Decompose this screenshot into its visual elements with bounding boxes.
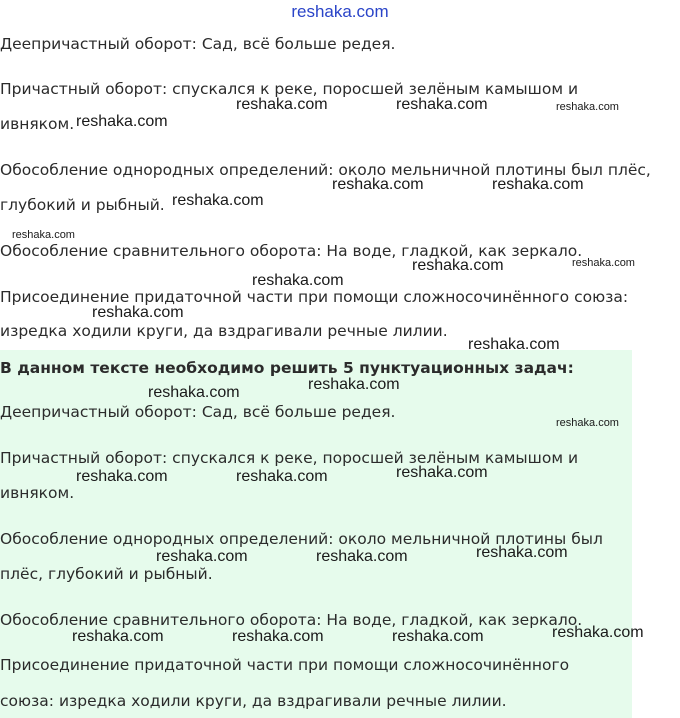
watermark: reshaka.com: [412, 257, 504, 274]
watermark: reshaka.com: [252, 272, 344, 289]
answer-line-5: плёс, глубокий и рыбный.: [0, 565, 213, 583]
intro-line-1: Деепричастный оборот: Сад, всё больше редея.: [0, 35, 396, 53]
intro-line-2: Причастный оборот: спускался к реке, поросшей зелёным камышом и: [0, 80, 579, 98]
intro-line-5: глубокий и рыбный.: [0, 196, 165, 214]
answer-line-3: ивняком.: [0, 484, 75, 502]
watermark: reshaka.com: [236, 468, 328, 485]
answer-line-4: Обособление однородных определений: около мельничной плотины был: [0, 530, 603, 548]
watermark: reshaka.com: [468, 336, 560, 353]
answer-line-1: Деепричастный оборот: Сад, всё больше редея.: [0, 403, 396, 421]
intro-line-8: изредка ходили круги, да вздрагивали речные лилии.: [0, 322, 448, 340]
site-logo[interactable]: reshaka.com: [291, 2, 389, 21]
watermark: reshaka.com: [12, 229, 75, 241]
watermark: reshaka.com: [236, 96, 328, 113]
watermark: reshaka.com: [76, 468, 168, 485]
watermark: reshaka.com: [476, 544, 568, 561]
answer-line-7: Присоединение придаточной части при помощи сложносочинённого: [0, 656, 570, 674]
watermark: reshaka.com: [556, 101, 619, 113]
watermark: reshaka.com: [308, 376, 400, 393]
intro-line-6: Обособление сравнительного оборота: На воде, гладкой, как зеркало.: [0, 242, 583, 260]
watermark: reshaka.com: [492, 176, 584, 193]
intro-line-3: ивняком.: [0, 115, 75, 133]
watermark: reshaka.com: [556, 417, 619, 429]
watermark: reshaka.com: [72, 628, 164, 645]
answer-heading: В данном тексте необходимо решить 5 пунктуационных задач:: [0, 359, 574, 377]
watermark: reshaka.com: [92, 304, 184, 321]
watermark: reshaka.com: [572, 257, 635, 269]
watermark: reshaka.com: [148, 384, 240, 401]
watermark: reshaka.com: [332, 176, 424, 193]
watermark: reshaka.com: [172, 192, 264, 209]
watermark: reshaka.com: [232, 628, 324, 645]
answer-line-6: Обособление сравнительного оборота: На воде, гладкой, как зеркало.: [0, 611, 583, 629]
watermark: reshaka.com: [392, 628, 484, 645]
intro-line-4: Обособление однородных определений: около мельничной плотины был плёс,: [0, 161, 651, 179]
intro-line-7: Присоединение придаточной части при помощи сложносочинённого союза:: [0, 288, 629, 306]
answer-line-2: Причастный оборот: спускался к реке, поросшей зелёным камышом и: [0, 449, 579, 467]
watermark: reshaka.com: [76, 113, 168, 130]
watermark: reshaka.com: [552, 624, 644, 641]
watermark: reshaka.com: [396, 464, 488, 481]
watermark: reshaka.com: [156, 548, 248, 565]
watermark: reshaka.com: [396, 96, 488, 113]
answer-line-8: союза: изредка ходили круги, да вздрагивали речные лилии.: [0, 692, 507, 710]
watermark: reshaka.com: [316, 548, 408, 565]
